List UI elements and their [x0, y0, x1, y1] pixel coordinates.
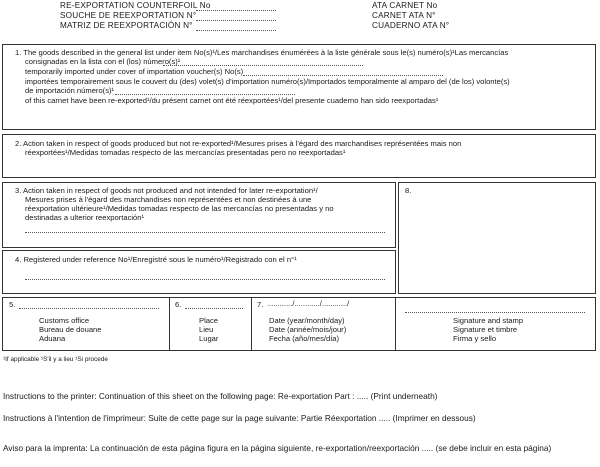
printer-instruction-fr: Instructions à l'intention de l'imprimeur: Suite de cette page sur la page suivante: Partie Réexportation ..... (Imprimer en dessous)	[3, 413, 476, 423]
box6-line-3: Lugar	[199, 334, 219, 343]
bottom-signature-row	[2, 297, 596, 351]
box2-line-1: 2. Action taken in respect of goods produced but not re-exported¹/Mesures prises à l'égard des marchandises représentées mais non	[15, 139, 462, 148]
box1-line-3: temporarily imported under cover of importation voucher(s) No(s)	[25, 67, 244, 76]
carnet-label-fr: CARNET ATA N°	[372, 11, 436, 20]
box5-line-1: Customs office	[39, 316, 90, 325]
counterfoil-label-fr: SOUCHE DE REEXPORTATION N°	[60, 11, 197, 20]
box1-voucher-numbers-field[interactable]	[243, 75, 443, 76]
box1-line-6: of this carnet have been re-exported¹/du présent carnet ont été réexportées¹/del presente cuaderno han sido reexportadas¹	[25, 96, 439, 105]
section-8-signature-area	[398, 182, 596, 294]
box4-reference-field[interactable]	[25, 279, 385, 280]
place-field[interactable]	[185, 308, 243, 309]
box3-line-2: Mesures prises à l'égard des marchandises non représentées et non destinées à une	[25, 195, 312, 204]
counterfoil-number-field[interactable]	[196, 10, 276, 11]
box6-line-2: Lieu	[199, 325, 214, 334]
counterfoil-label-es: MATRIZ DE REEXPORTACIÓN N°	[60, 21, 193, 30]
box1-line-4: importées temporairement sous le couvert du (des) volet(s) d'importation numéro(s)/Importados temporalmente al amparo del (de los) volonte(s)	[25, 77, 510, 86]
counterfoil-number-field-fr	[196, 20, 276, 21]
section-3-not-produced	[2, 182, 396, 248]
counterfoil-number-field-es	[196, 30, 276, 31]
box3-line-4: destinadas a ulterior reexportación¹	[25, 213, 145, 222]
box7-line-3: Fecha (año/mes/día)	[269, 334, 340, 343]
section-1-reexported-goods	[2, 44, 596, 130]
box6-line-1: Place	[199, 316, 218, 325]
box8-line-2: Signature et timbre	[453, 325, 518, 334]
box8-number: 8.	[405, 186, 412, 195]
box1-line-1: 1. The goods described in the general list under item No(s)¹/Les marchandises énumérées à la liste générale sous le(s) numéro(s)¹Las mercancías	[15, 48, 509, 57]
carnet-label-en: ATA CARNET No	[372, 1, 438, 10]
counterfoil-label-en: RE-EXPORTATION COUNTERFOIL No	[60, 1, 211, 10]
section-4-registered-reference	[2, 250, 396, 294]
box1-line-2: consignadas en la lista con el (los) número(s)¹	[25, 57, 181, 66]
box1-item-numbers-field[interactable]	[163, 65, 363, 66]
carnet-label-es: CUADERNO ATA N°	[372, 21, 450, 30]
box1-voucher-numbers-field-es	[115, 94, 295, 95]
box8-line-3: Firma y sello	[453, 334, 497, 343]
box1-line-5: de importación número(s)¹	[25, 86, 115, 95]
box3-line-3: réexportation ultérieure¹/Medidas tomadas respecto de las mercancías no presentadas y no	[25, 204, 334, 213]
box6-number: 6.	[175, 300, 182, 309]
date-field[interactable]: ............/............/............/	[267, 299, 350, 308]
section-2-produced-not-reexported	[2, 134, 596, 178]
box2-line-2: réexportées¹/Medidas tomadas respecto de las mercancías presentadas pero no reexportadas¹	[25, 148, 346, 157]
signature-field[interactable]	[405, 312, 585, 313]
box4-text: 4. Registered under reference No¹/Enregistré sous le numéro¹/Registrado con el n°¹	[15, 255, 297, 264]
printer-instruction-en: Instructions to the printer: Continuation of this sheet on the following page: Re-exportation Part : ..... (Print underneath)	[3, 391, 438, 401]
box3-line-1: 3. Action taken in respect of goods not produced and not intended for later re-exportation¹/	[15, 186, 318, 195]
footnote: ¹If applicable ¹S'il y a lieu ¹Si procede	[3, 356, 108, 363]
printer-instruction-es: Aviso para la imprenta: La continuación de esta página figura en la página siguiente, re-exportation/reexportación ..... (se debe incluir en esta página)	[3, 443, 552, 453]
box7-line-1: Date (year/month/day)	[269, 316, 345, 325]
box8-line-1: Signature and stamp	[453, 316, 524, 325]
customs-office-field[interactable]	[19, 308, 159, 309]
box5-line-3: Aduana	[39, 334, 66, 343]
box5-line-2: Bureau de douane	[39, 325, 102, 334]
box7-line-2: Date (année/mois/jour)	[269, 325, 347, 334]
box3-fill-line[interactable]	[25, 232, 385, 233]
box7-number: 7.	[257, 300, 264, 309]
box5-number: 5.	[9, 300, 16, 309]
